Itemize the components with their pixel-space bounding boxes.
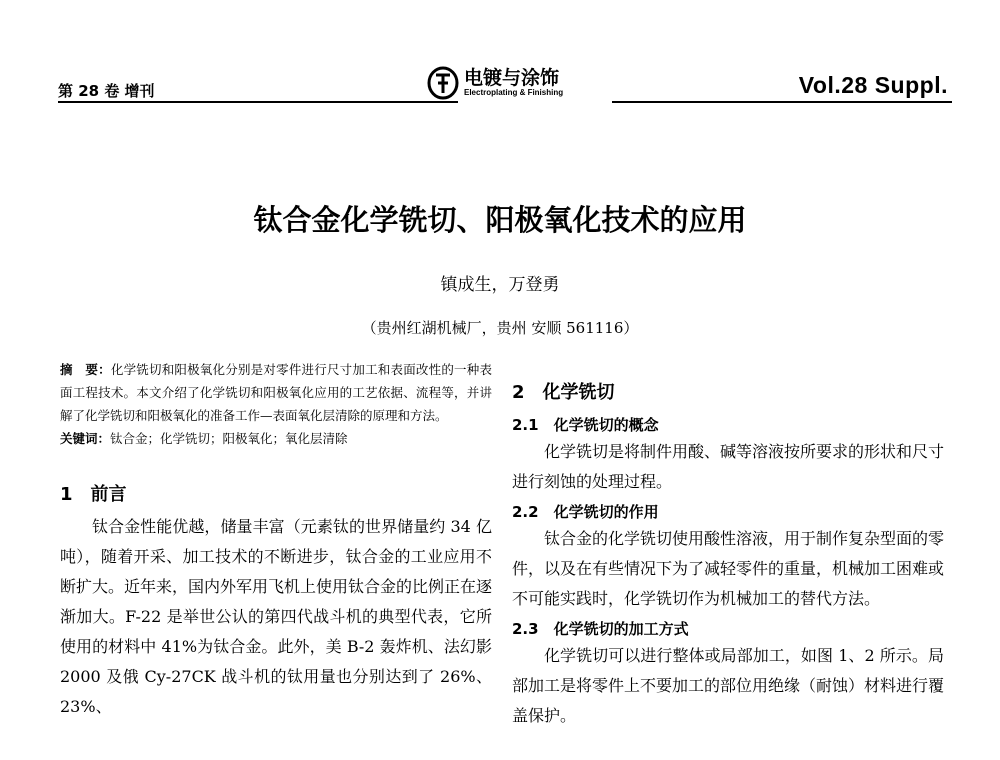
section-2-3-heading: 2.3 化学铣切的加工方式 [512,620,689,638]
section-2-3-paragraph: 化学铣切可以进行整体或局部加工，如图 1、2 所示。局部加工是将零件上不要加工的部位用绝缘（耐蚀）材料进行覆盖保护。 [512,646,945,725]
journal-logo-icon [426,66,460,100]
keywords-text: 钛合金；化学铣切；阳极氧化；氧化层清除 [110,431,348,446]
journal-volume: 第 28 卷 增刊 [58,82,155,100]
header-rule-right [612,101,952,103]
section-2-2-heading: 2.2 化学铣切的作用 [512,503,659,521]
abstract [60,358,492,427]
section-2-heading: 2 化学铣切 [512,382,615,403]
paper-title: 钛合金化学铣切、阳极氧化技术的应用 [253,203,747,237]
affiliation: （贵州红湖机械厂，贵州 安顺 561116） [361,319,639,337]
section-1-heading: 1 前言 [60,484,127,505]
header-rule-left [58,101,458,103]
keywords-label: 关键词： [60,431,111,446]
abstract-label: 摘 要： [60,362,111,377]
abstract-text: 化学铣切和阳极氧化分别是对零件进行尺寸加工和表面改性的一种表面工程技术。本文介绍了化学铣切和阳极氧化应用的工艺依据、流程等，并讲解了化学铣切和阳极氧化的准备工作—表面氧化层清除的原理和方法。 [60,362,492,423]
left-column [60,358,492,722]
section-1-paragraph: 钛合金性能优越，储量丰富（元素钛的世界储量约 34 亿吨），随着开采、加工技术的不断进步，钛合金的工业应用不断扩大。近年来，国内外军用飞机上使用钛合金的比例正在逐渐加大。F-22 是举世公认的第四代战斗机的典型代表，它所使用的材料中 41%为钛合金。此外，美 B-2 轰炸机、法幻影 2000 及俄 Cy-27CK 战斗机的钛用量也分别达到了 26%、23%、 [60,517,493,716]
keywords [60,427,492,450]
journal-name-cn: 电镀与涂饰 [464,67,560,89]
right-column [512,358,944,731]
journal-logo [426,66,563,100]
section-2-2-paragraph: 钛合金的化学铣切使用酸性溶液，用于制作复杂型面的零件，以及在有些情况下为了减轻零件的重量，机械加工困难或不可能实践时，化学铣切作为机械加工的替代方法。 [512,529,945,608]
section-2-1-heading: 2.1 化学铣切的概念 [512,416,659,434]
volume-supplement: Vol.28 Suppl. [798,72,948,98]
section-2-1-paragraph: 化学铣切是将制件用酸、碱等溶液按所要求的形状和尺寸进行刻蚀的处理过程。 [512,442,945,491]
journal-name-en: Electroplating & Finishing [464,88,564,97]
authors: 镇成生，万登勇 [440,275,560,295]
